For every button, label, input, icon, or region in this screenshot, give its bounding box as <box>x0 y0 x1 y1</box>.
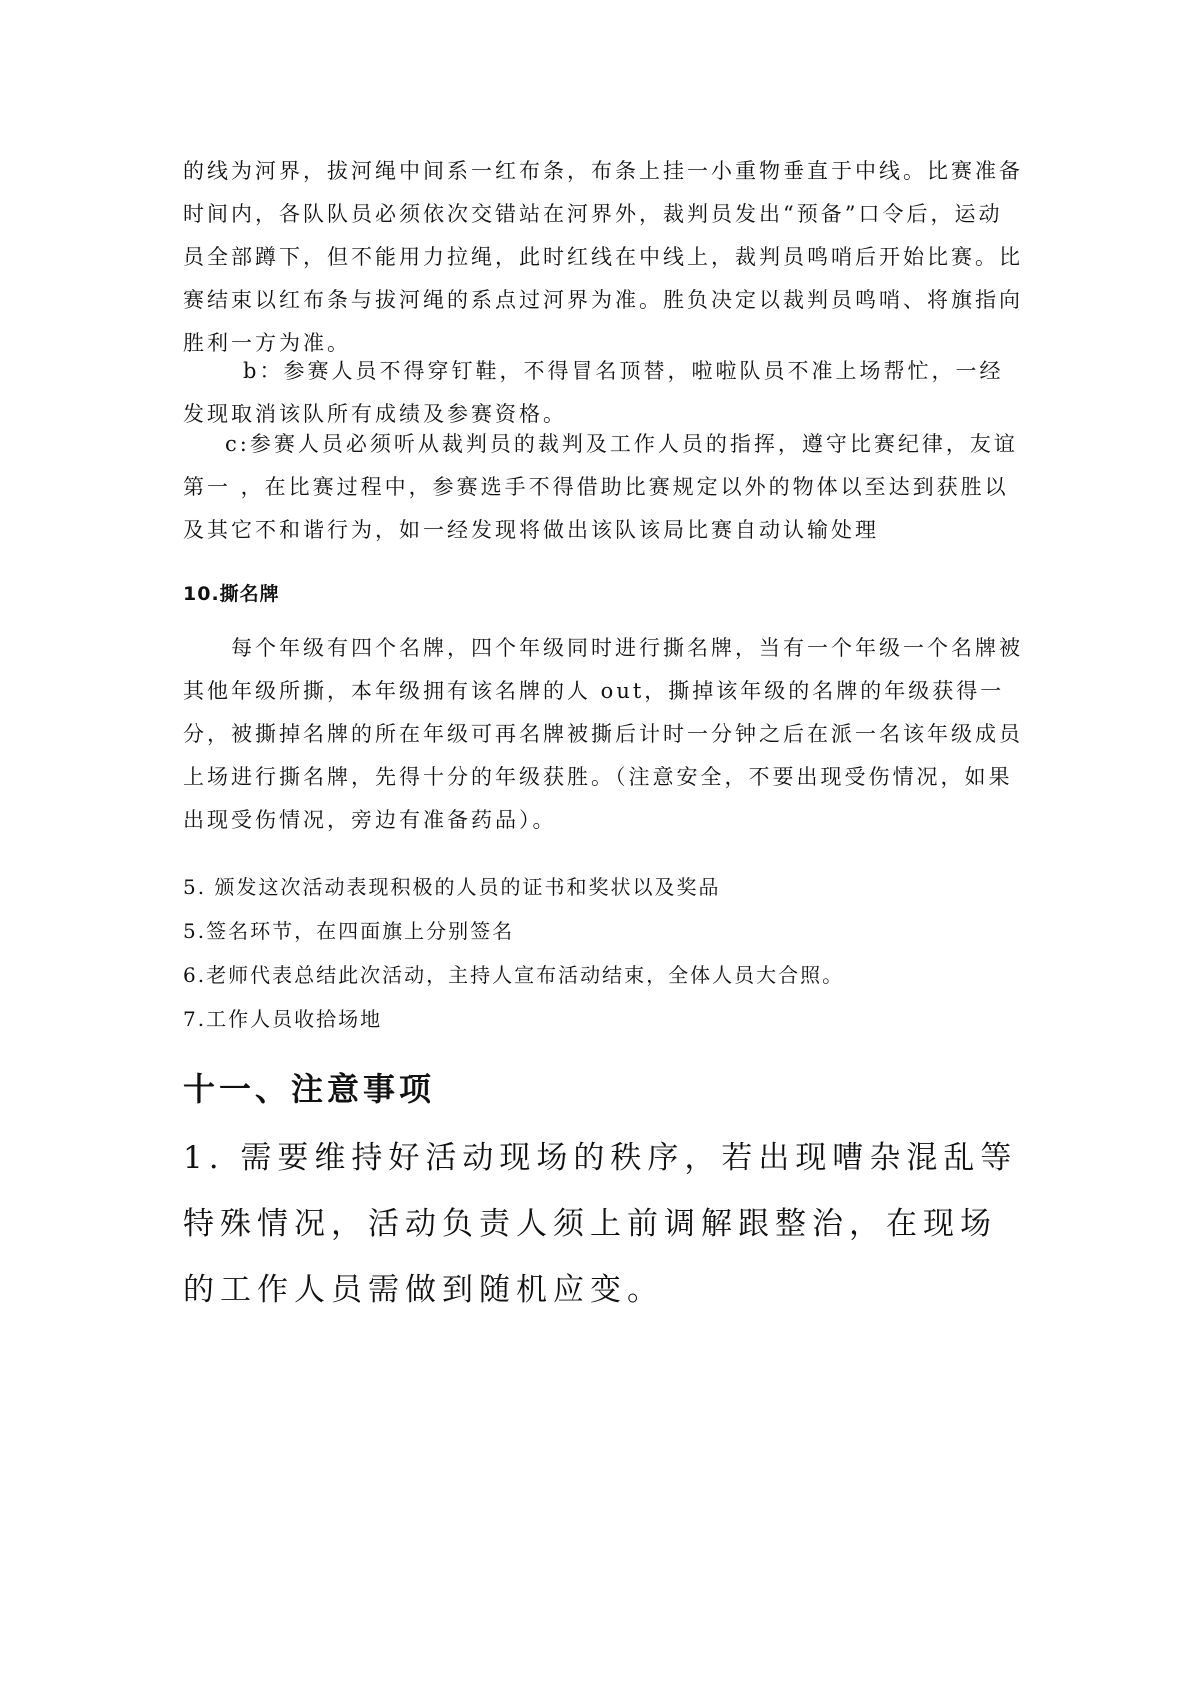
notice-paragraph-1: 1. 需要维持好活动现场的秩序，若出现嘈杂混乱等特殊情况，活动负责人须上前调解跟整治，在现场的工作人员需做到随机应变。 <box>183 1140 1018 1308</box>
section-11-heading: 十一、注意事项 <box>183 1070 436 1108</box>
list-item-signing: 5.签名环节，在四面旗上分别签名 <box>183 919 515 943</box>
tug-of-war-rules-paragraph: 的线为河界，拔河绳中间系一红布条，布条上挂一小重物垂直于中线。比赛准备时间内，各队队员必须依次交错站在河界外，裁判员发出“预备”口令后，运动员全部蹲下，但不能用力拉绳，此时红线在中线上，裁判员鸣哨后开始比赛。比赛结束以红布条与拔河绳的系点过河界为准。胜负决定以裁判员鸣哨、将旗指向胜利一方为准。 <box>183 159 1023 355</box>
list-item-summary: 6.老师代表总结此次活动，主持人宣布活动结束，全体人员大合照。 <box>183 963 845 987</box>
list-item-cleanup: 7.工作人员收拾场地 <box>183 1007 383 1031</box>
rule-b-paragraph: b：参赛人员不得穿钉鞋，不得冒名顶替，啦啦队员不准上场帮忙，一经发现取消该队所有成绩及参赛资格。 <box>183 359 1004 426</box>
section-10-heading: 10.撕名牌 <box>183 583 280 605</box>
name-tag-game-paragraph: 每个年级有四个名牌，四个年级同时进行撕名牌，当有一个年级一个名牌被其他年级所撕，本年级拥有该名牌的人 out，撕掉该年级的名牌的年级获得一分，被撕掉名牌的所在年级可再名牌被撕后计时一分钟之后在派一名该年级成员上场进行撕名牌，先得十分的年级获胜。（注意安全，不要出现受伤情况，如果出现受伤情况，旁边有准备药品）。 <box>183 636 1023 832</box>
list-item-awards: 5. 颁发这次活动表现积极的人员的证书和奖状以及奖品 <box>183 875 721 899</box>
rule-c-paragraph: c:参赛人员必须听从裁判员的裁判及工作人员的指挥，遵守比赛纪律，友谊第一 ，在比赛过程中，参赛选手不得借助比赛规定以外的物体以至达到获胜以及其它不和谐行为，如一经发现将做出该队该局比赛自动认输处理 <box>183 432 1018 542</box>
